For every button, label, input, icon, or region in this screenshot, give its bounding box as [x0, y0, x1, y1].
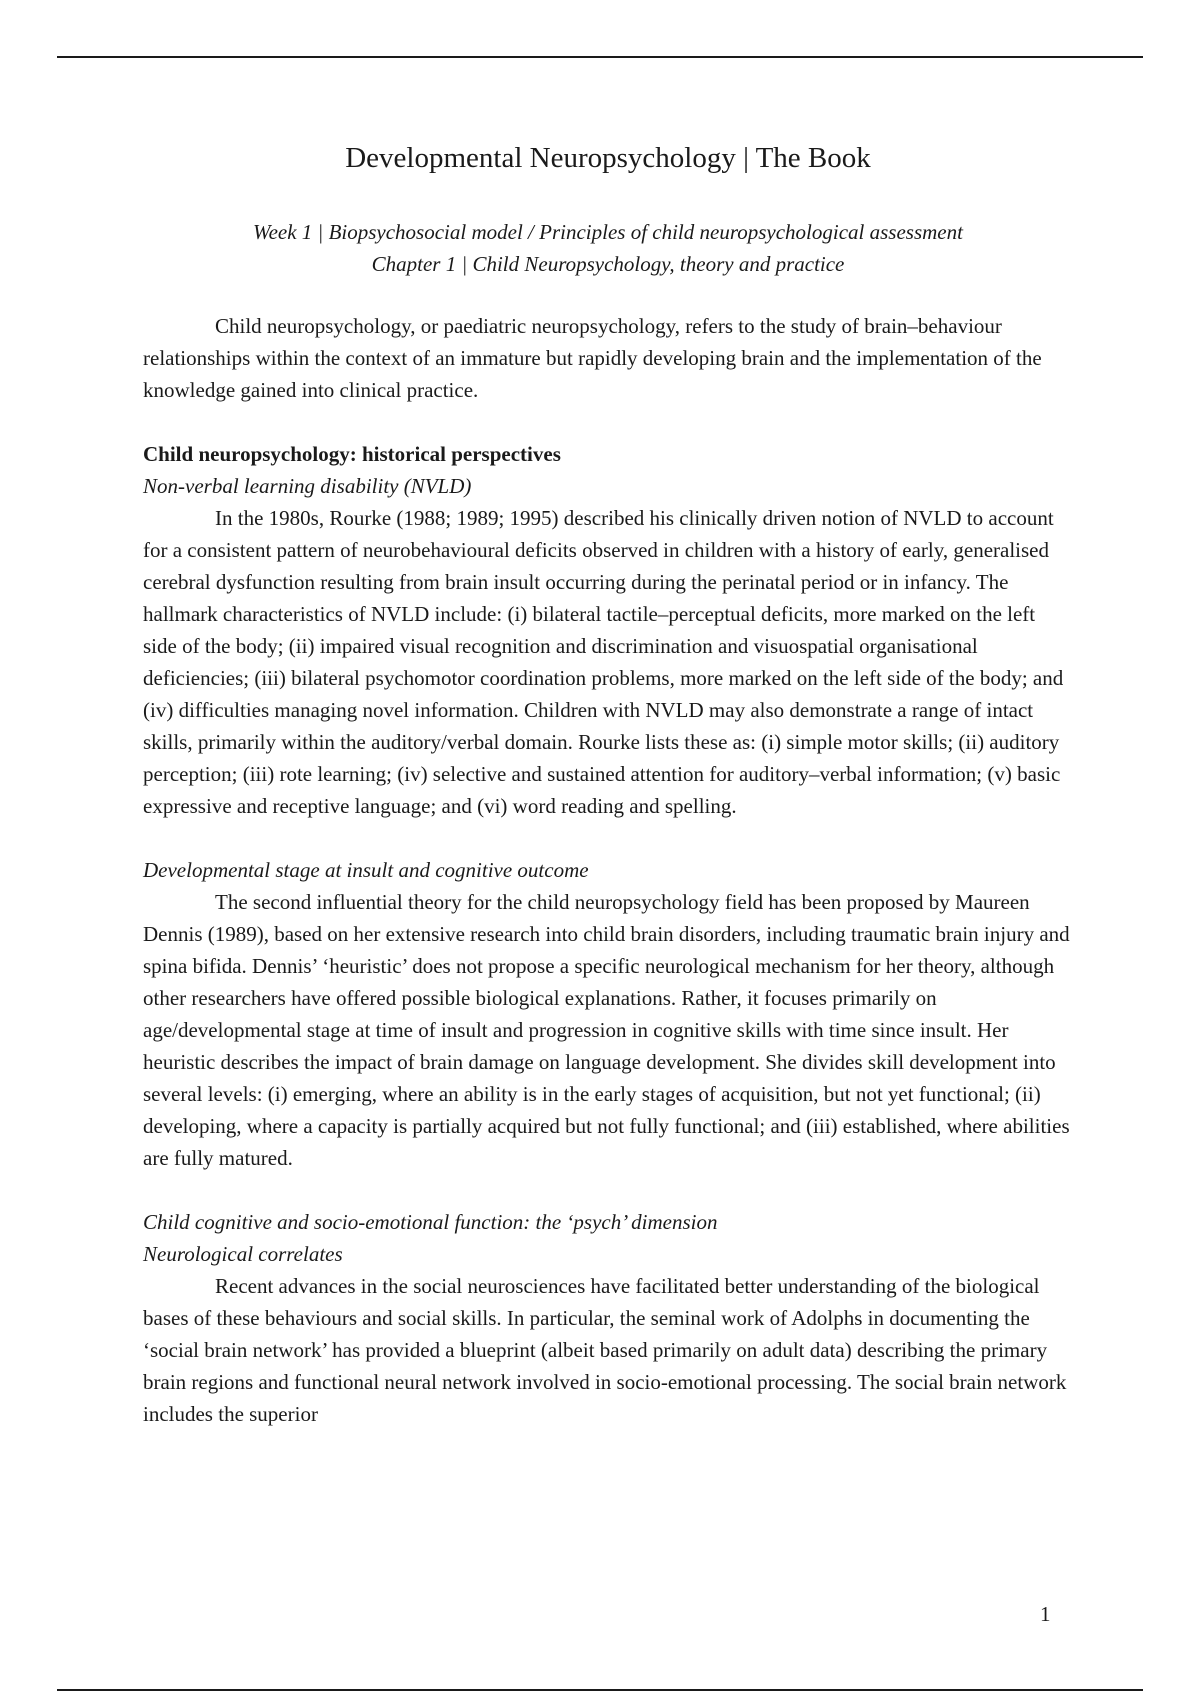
subsection-heading: Developmental stage at insult and cognitive outcome	[143, 858, 589, 882]
nvld-paragraph: In the 1980s, Rourke (1988; 1989; 1995) described his clinically driven notion of NVLD to account for a consistent pattern of neurobehavioural deficits observed in children with a history of early, generalised cerebral dysfunction resulting from brain insult occurring during the perinatal period or in infancy. The hallmark characteristics of NVLD include: (i) bilateral tactile–perceptual deficits, more marked on the left side of the body; (ii) impaired visual recognition and discrimination and visuospatial organisational deficiencies; (iii) bilateral psychomotor coordination problems, more marked on the left side of the body; and (iv) difficulties managing novel information. Children with NVLD may also demonstrate a range of intact skills, primarily within the auditory/verbal domain. Rourke lists these as: (i) simple motor skills; (ii) auditory perception; (iii) rote learning; (iv) selective and sustained attention for auditory–verbal information; (v) basic expressive and receptive language; and (vi) word reading and spelling.	[143, 506, 1064, 818]
spacer	[143, 822, 1073, 854]
section-heading: Child cognitive and socio-emotional function: the ‘psych’ dimension	[143, 1210, 718, 1234]
bottom-rule	[57, 1689, 1143, 1691]
page-number: 1	[1040, 1602, 1051, 1626]
top-rule	[57, 56, 1143, 58]
week-line: Week 1 | Biopsychosocial model / Principles of child neuropsychological assessment	[253, 220, 963, 244]
subsection-heading: Non-verbal learning disability (NVLD)	[143, 474, 472, 498]
document-page	[143, 138, 1073, 1430]
subsection-heading: Neurological correlates	[143, 1242, 343, 1266]
document-title: Developmental Neuropsychology | The Book	[345, 142, 871, 174]
chapter-line: Chapter 1 | Child Neuropsychology, theory and practice	[371, 252, 845, 276]
spacer	[143, 406, 1073, 438]
intro-paragraph: Child neuropsychology, or paediatric neuropsychology, refers to the study of brain–behaviour relationships within the context of an immature but rapidly developing brain and the implementation of the knowledge gained into clinical practice.	[143, 314, 1042, 402]
spacer	[143, 1174, 1073, 1206]
social-brain-paragraph: Recent advances in the social neurosciences have facilitated better understanding of the biological bases of these behaviours and social skills. In particular, the seminal work of Adolphs in documenting the ‘social brain network’ has provided a blueprint (albeit based primarily on adult data) describing the primary brain regions and functional neural network involved in socio-emotional processing. The social brain network includes the superior	[143, 1274, 1067, 1426]
subtitle-block	[143, 216, 1073, 280]
section-heading: Child neuropsychology: historical perspectives	[143, 442, 561, 466]
dennis-paragraph: The second influential theory for the child neuropsychology field has been proposed by Maureen Dennis (1989), based on her extensive research into child brain disorders, including traumatic brain injury and spina bifida. Dennis’ ‘heuristic’ does not propose a specific neurological mechanism for her theory, although other researchers have offered possible biological explanations. Rather, it focuses primarily on age/developmental stage at time of insult and progression in cognitive skills with time since insult. Her heuristic describes the impact of brain damage on language development. She divides skill development into several levels: (i) emerging, where an ability is in the early stages of acquisition, but not yet functional; (ii) developing, where a capacity is partially acquired but not fully functional; and (iii) established, where abilities are fully matured.	[143, 890, 1070, 1170]
